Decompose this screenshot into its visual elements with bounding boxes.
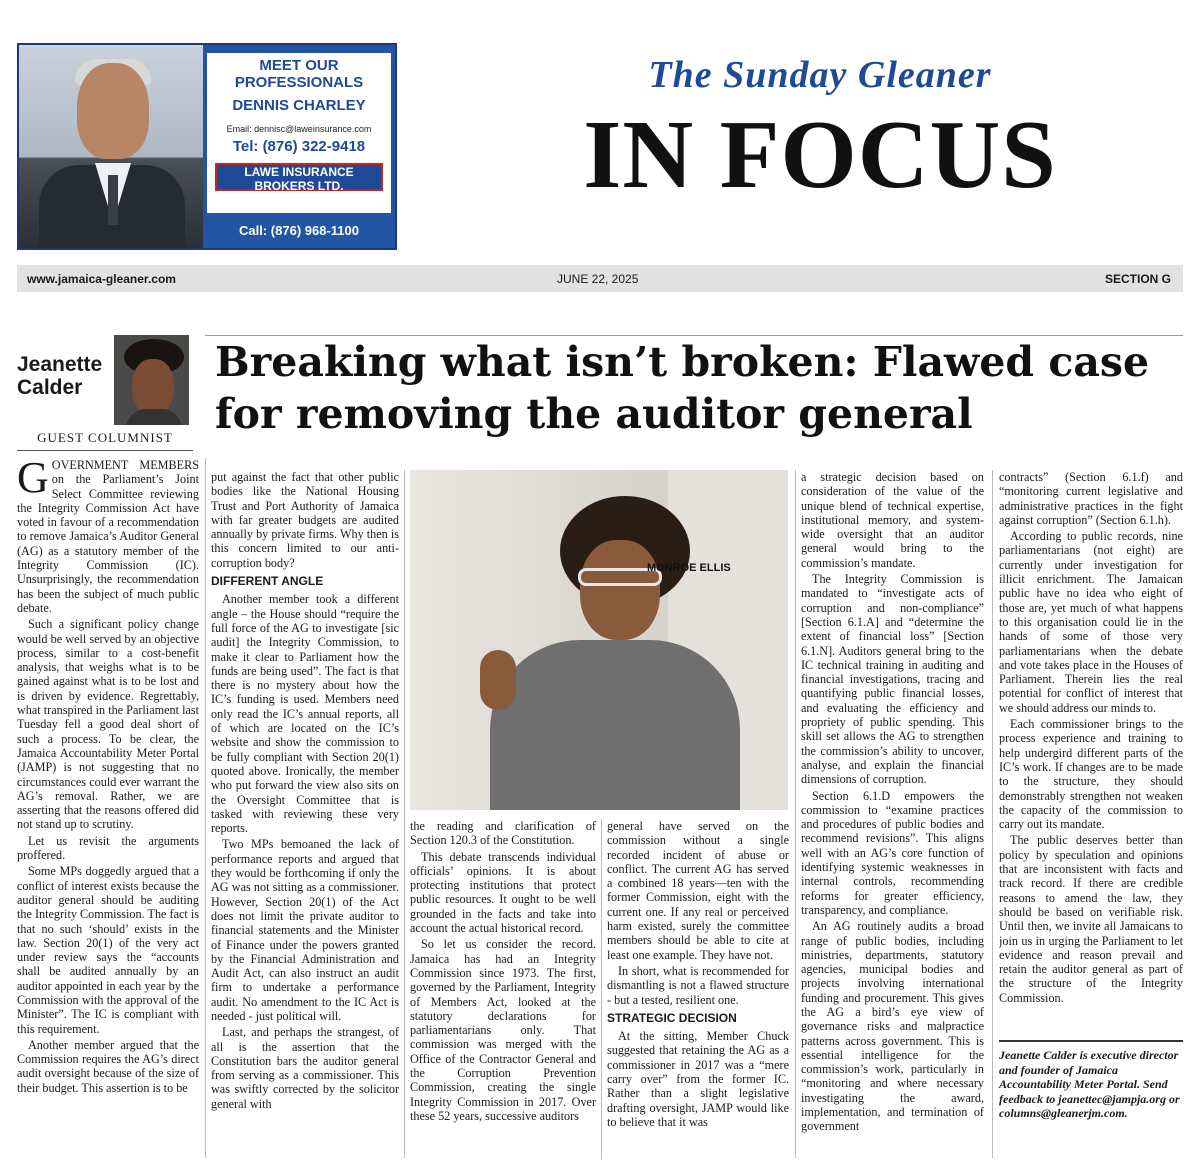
article-paragraph: Each commissioner brings to the process experience and training to help undergird different parts of the IC’s work. If changes are to be made to the structure, they should demonstrably strengthen not weaken the capacity of the commission to carry out its mandate. [999, 717, 1183, 832]
lead-in-caps: OVERNMENT MEMBERS [51, 458, 199, 472]
author-role: GUEST COLUMNIST [17, 430, 193, 451]
column-divider [601, 819, 602, 1159]
article-paragraph: Another member took a different angle – the House should “require the full force of the AG to investigate [sic audit] the Integrity Commission, to make it clear to Parliament how the funds are being used”. The fact is that there is no mystery about how the IC’s funding is used. Members need only read the IC’s annual reports, all of which are located on the IC’s website and show the commission to be fully compliant with Section 20(1) quoted above. Ironically, the member who put forward the view also sits on the Oversight Committee that is tasked with reviewing these very reports. [211, 592, 399, 836]
author-name: Jeanette Calder [17, 353, 103, 399]
author-photo [114, 335, 189, 425]
author-bio: Jeanette Calder is executive director and founder of Jamaica Accountability Meter Portal. Send feedback to jeanettec@jampja.org or columns@gleanerjm.com. [999, 1040, 1183, 1158]
paragraph-text: on the Parliament’s Joint Select Committee reviewing the Integrity Commission Act have voted in favour of a recommendation to remove Jamaica’s Auditor General (AG) as a statutory member of the Integrity Commission (IC). Unsurprisingly, the recommendation has been the subject of much public debate. [17, 472, 199, 615]
article-paragraph: In short, what is recommended for dismantling is not a flawed structure - but a tested, resilient one. [607, 963, 789, 1007]
ad-info-panel [207, 53, 391, 213]
ad-logo-text: LAWE INSURANCE BROKERS LTD. [244, 165, 354, 193]
article-column-2 [211, 470, 399, 1158]
section-label: SECTION G [1104, 272, 1171, 286]
article-column-1 [17, 458, 199, 1158]
article-paragraph: This debate transcends individual officials’ opinions. It is about protecting institutions that protect public resources. It ought to be well grounded in the facts and take into account the actual historical record. [410, 849, 596, 936]
advertisement [17, 43, 397, 250]
issue-date: JUNE 22, 2025 [557, 272, 639, 286]
article-paragraph: Section 6.1.D empowers the commission to “examine practices and procedures of public bodies and recommend revisions”. This aligns well with an AG’s core function of identifying systemic weaknesses in internal controls, recommending reforms for greater efficiency, transparency, and compliance. [801, 788, 984, 917]
photo-caption: MONROE ELLIS [647, 562, 731, 574]
column-divider [404, 470, 405, 1158]
ad-portrait-photo [19, 45, 203, 248]
column-divider [795, 470, 796, 1158]
ad-tagline: "one call for all insurance" [258, 196, 340, 203]
article-paragraph: put against the fact that other public bodies like the National Housing Trust and Port Authority of Jamaica with far greater budgets are audited annually by private firms. Why then is this concern limited to our anti-corruption body? [211, 470, 399, 570]
article-paragraph: The Integrity Commission is mandated to “investigate acts of corruption and non-compliance” [Section 6.1.A] and “determine the extent of financial loss” [Section 6.1.N]. Auditors general bring to the IC technical training in auditing and financial investigations, tracing and quantifying public financial losses, and evaluating the efficiency and propriety of public spending. This skill set allows the AG to strengthen the commission’s ability to uncover, analyse, and explain the financial dimensions of corruption. [801, 572, 984, 787]
ad-telephone: Tel: (876) 322-9418 [232, 138, 366, 155]
website-link[interactable]: www.jamaica-gleaner.com [27, 272, 176, 286]
article-paragraph: Some MPs doggedly argued that a conflict of interest exists because the auditor general should be auditing the Integrity Commission. The fact is that no such ‘should’ exists in the law. Section 20(1) of the very act under review says the “accounts shall be audited annually by an auditor appointed in each year by the Commission with the approval of the Minister”. The IC is compliant with this requirement. [17, 864, 199, 1036]
ad-agent-name: DENNIS CHARLEY [232, 97, 366, 114]
drop-cap: G [17, 458, 49, 502]
article-paragraph: The public deserves better than policy by speculation and opinions that are inconsistent with facts and track record. If there are credible reasons to amend the law, they should be based on verifiable risk. Until then, we invite all Jamaicans to join us in urging the Parliament to let evidence and reason prevail and retain the auditor general as part of the structure of the Integrity Commission. [999, 833, 1183, 1005]
article-paragraph: Such a significant policy change would be well served by an objective process, similar to a cost-benefit analysis, that weighs what is to be gained against what is to be lost and is driven by evidence. Regrettably, what transpired in the Parliament last Tuesday fell a good deal short of such a process. To be clear, the Jamaica Accountability Meter Portal (JAMP) is not suggesting that no circumstances could ever warrant the AG’s removal. Rather, we are asserting that the reasons offered did not stand up to scrutiny. [17, 617, 199, 832]
ad-call-number: Call: (876) 968-1100 [239, 223, 359, 238]
article-paragraph [17, 458, 199, 615]
ad-company-logo [215, 163, 383, 203]
ad-headline: MEET OUR PROFESSIONALS [234, 57, 364, 91]
article-column-6 [999, 470, 1183, 1030]
section-title: IN FOCUS [583, 101, 1057, 209]
article-paragraph: At the sitting, Member Chuck suggested that retaining the AG as a commissioner in 2017 was a “mere carry over” from the former IC. Rather than a slight legislative drafting oversight, JAMP would like to believe that it was [607, 1029, 789, 1129]
article-paragraph: general have served on the commission without a single recorded incident of abuse or conflict. The current AG has served a combined 18 years—ten with the former Commission, eight with the current one. If any real or perceived harm existed, surely the committee members should be able to cite at least one example. They have not. [607, 819, 789, 962]
article-column-4 [607, 819, 789, 1159]
subheading: DIFFERENT ANGLE [211, 574, 324, 589]
article-paragraph: a strategic decision based on consideration of the value of the unique blend of technical expertise, institutional memory, and system-wide oversight that an auditor general would bring to the commission’s mandate. [801, 470, 984, 570]
ad-email[interactable]: Email: dennisc@laweinsurance.com [226, 124, 372, 134]
article-paragraph: Let us revisit the arguments proffered. [17, 833, 199, 863]
article-paragraph: Another member argued that the Commission requires the AG’s direct audit oversight because of the size of their budget. This assertion is to be [17, 1037, 199, 1095]
article-paragraph: the reading and clarification of Section 120.3 of the Constitution. [410, 819, 596, 848]
newspaper-name: The Sunday Gleaner [648, 54, 992, 96]
article-paragraph: An AG routinely audits a broad range of public bodies, including ministries, departments, statutory agencies, municipal bodies and projects involving international funding and procurement. This gives the AG a bird’s eye view of governance risks and malpractice patterns across government. This is essential intelligence for the commission’s work, particularly in “monitoring and where necessary investigating the award, implementation, and termination of government [801, 919, 984, 1134]
article-column-3 [410, 819, 596, 1159]
article-paragraph: Last, and perhaps the strangest, of all is the assertion that the Constitution bars the auditor general from serving as a commissioner. This was swiftly corrected by the solicitor general with [211, 1025, 399, 1111]
column-divider [205, 458, 206, 1158]
article-paragraph: Two MPs bemoaned the lack of performance reports and argued that they would be forthcoming if only the AG was not sitting as a commissioner. However, Section 20(1) of the Act does not limit the private auditor to financial statements and the Minister of Finance under the powers granted by the Financial Administration and Audit Act, can also instruct an audit firm to undertake a performance audit. No amendment to the IC Act is needed - just political will. [211, 837, 399, 1023]
article-paragraph: So let us consider the record. Jamaica has had an Integrity Commission since 1973. The first, governed by the Parliament, Integrity of Members Act, looked at the statutory declarations for parliamentarians only. That commission was merged with the Office of the Contractor General and the Corruption Prevention Commission, creating the single Integrity Commission in 2017. Over these 52 years, successive auditors [410, 937, 596, 1123]
article-paragraph: According to public records, nine parliamentarians (not eight) are currently under investigation for illicit enrichment. The Jamaican public have no idea who eight of those are, yet much of what happens to this organisation could lie in the hands of some of those very parliamentarians when the debate and vote takes place in the Houses of Parliament. Therein lies the real potential for conflict of interest that we should address our minds to. [999, 529, 1183, 715]
article-paragraph: contracts” (Section 6.1.f) and “monitoring current legislative and administrative practices in the fight against corruption” (Section 6.1.h). [999, 470, 1183, 527]
subheading: STRATEGIC DECISION [607, 1010, 737, 1025]
article-headline: Breaking what isn’t broken: Flawed case for removing the auditor general [215, 338, 1150, 438]
column-divider [992, 470, 993, 1158]
article-photo [410, 470, 788, 810]
article-column-5 [801, 470, 984, 1158]
date-bar [17, 265, 1183, 292]
